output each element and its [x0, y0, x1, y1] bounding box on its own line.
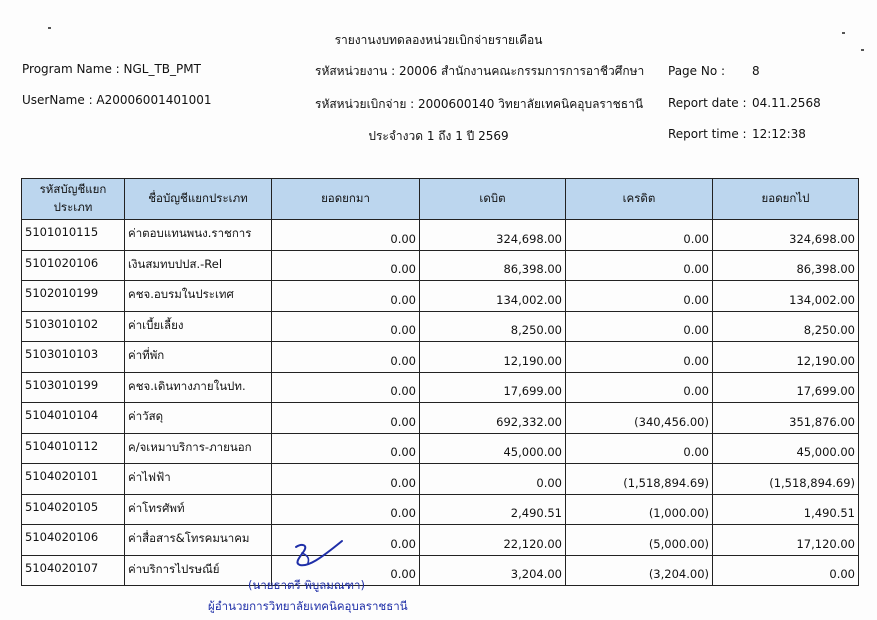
- closing-balance: 1,490.51: [713, 494, 859, 525]
- debit: 3,204.00: [420, 555, 566, 586]
- opening-balance: 0.00: [272, 372, 420, 403]
- table-row: [22, 281, 859, 312]
- debit: 8,250.00: [420, 311, 566, 342]
- account-code: 5103010103: [22, 342, 125, 373]
- closing-balance: 12,190.00: [713, 342, 859, 373]
- opening-balance: 0.00: [272, 494, 420, 525]
- closing-balance: 324,698.00: [713, 220, 859, 251]
- debit: 134,002.00: [420, 281, 566, 312]
- debit: 324,698.00: [420, 220, 566, 251]
- table-row: [22, 525, 859, 556]
- scan-speck: [48, 27, 51, 29]
- account-code: 5104010104: [22, 403, 125, 434]
- col-header-credit: เครดิต: [566, 179, 713, 220]
- table-header-row: [22, 179, 859, 220]
- scan-speck: [861, 49, 864, 51]
- table-row: [22, 555, 859, 586]
- debit: 17,699.00: [420, 372, 566, 403]
- program-name: Program Name : NGL_TB_PMT: [22, 62, 201, 76]
- table-row: [22, 311, 859, 342]
- account-code: 5104020107: [22, 555, 125, 586]
- closing-balance: 351,876.00: [713, 403, 859, 434]
- account-name: ค่าโทรศัพท์: [125, 494, 272, 525]
- debit: 45,000.00: [420, 433, 566, 464]
- account-code: 5101020106: [22, 250, 125, 281]
- account-code: 5104020105: [22, 494, 125, 525]
- account-name: เงินสมทบปปส.-Rel: [125, 250, 272, 281]
- credit: (340,456.00): [566, 403, 713, 434]
- account-code: 5103010199: [22, 372, 125, 403]
- closing-balance: 17,120.00: [713, 525, 859, 556]
- closing-balance: 0.00: [713, 555, 859, 586]
- account-name: ค่าที่พัก: [125, 342, 272, 373]
- report-time-label: Report time :: [668, 127, 747, 141]
- col-header-opening-balance: ยอดยกมา: [272, 179, 420, 220]
- opening-balance: 0.00: [272, 525, 420, 556]
- account-name: ค่าสื่อสาร&โทรคมนาคม: [125, 525, 272, 556]
- col-header-debit: เดบิต: [420, 179, 566, 220]
- account-name: ค่าเบี้ยเลี้ยง: [125, 311, 272, 342]
- account-code: 5104020101: [22, 464, 125, 495]
- table-row: [22, 220, 859, 251]
- table-row: [22, 403, 859, 434]
- credit: (1,518,894.69): [566, 464, 713, 495]
- closing-balance: 8,250.00: [713, 311, 859, 342]
- account-name: คชจ.เดินทางภายในปท.: [125, 372, 272, 403]
- report-time-value: 12:12:38: [752, 127, 806, 141]
- page-no-value: 8: [752, 64, 760, 78]
- credit: 0.00: [566, 220, 713, 251]
- col-header-account-code: รหัสบัญชีแยกประเภท: [22, 179, 125, 220]
- debit: 692,332.00: [420, 403, 566, 434]
- closing-balance: 134,002.00: [713, 281, 859, 312]
- account-name: คชจ.อบรมในประเทศ: [125, 281, 272, 312]
- debit: 2,490.51: [420, 494, 566, 525]
- credit: 0.00: [566, 311, 713, 342]
- account-code: 5102010199: [22, 281, 125, 312]
- table-row: [22, 372, 859, 403]
- table-row: [22, 494, 859, 525]
- closing-balance: (1,518,894.69): [713, 464, 859, 495]
- col-header-account-name: ชื่อบัญชีแยกประเภท: [125, 179, 272, 220]
- user-name: UserName : A20006001401001: [22, 93, 212, 107]
- credit: 0.00: [566, 281, 713, 312]
- opening-balance: 0.00: [272, 250, 420, 281]
- report-title: รายงานงบทดลองหน่วยเบิกจ่ายรายเดือน: [334, 33, 543, 47]
- report-date-value: 04.11.2568: [752, 96, 821, 110]
- report-date-label: Report date :: [668, 96, 747, 110]
- trial-balance-table: [21, 178, 859, 586]
- closing-balance: 86,398.00: [713, 250, 859, 281]
- signature-scribble-icon: [290, 537, 350, 577]
- account-code: 5104020106: [22, 525, 125, 556]
- opening-balance: 0.00: [272, 464, 420, 495]
- table-row: [22, 464, 859, 495]
- table-row: [22, 250, 859, 281]
- table-row: [22, 342, 859, 373]
- credit: (5,000.00): [566, 525, 713, 556]
- opening-balance: 0.00: [272, 555, 420, 586]
- debit: 12,190.00: [420, 342, 566, 373]
- account-name: ค่าบริการไปรษณีย์: [125, 555, 272, 586]
- debit: 22,120.00: [420, 525, 566, 556]
- table-row: [22, 433, 859, 464]
- credit: 0.00: [566, 250, 713, 281]
- account-code: 5101010115: [22, 220, 125, 251]
- opening-balance: 0.00: [272, 342, 420, 373]
- account-name: ค/จเหมาบริการ-ภายนอก: [125, 433, 272, 464]
- credit: 0.00: [566, 372, 713, 403]
- opening-balance: 0.00: [272, 220, 420, 251]
- opening-balance: 0.00: [272, 281, 420, 312]
- closing-balance: 45,000.00: [713, 433, 859, 464]
- disbursing-unit: รหัสหน่วยเบิกจ่าย : 2000600140 วิทยาลัยเทคนิคอุบลราชธานี: [315, 97, 644, 111]
- signatory-name: (นายธาตรี พิบูลมณฑา): [248, 578, 365, 592]
- opening-balance: 0.00: [272, 311, 420, 342]
- debit: 0.00: [420, 464, 566, 495]
- page-no-label: Page No :: [668, 64, 726, 78]
- opening-balance: 0.00: [272, 433, 420, 464]
- account-name: ค่าไฟฟ้า: [125, 464, 272, 495]
- credit: (3,204.00): [566, 555, 713, 586]
- opening-balance: 0.00: [272, 403, 420, 434]
- account-name: ค่าตอบแทนพนง.ราชการ: [125, 220, 272, 251]
- col-header-closing-balance: ยอดยกไป: [713, 179, 859, 220]
- credit: (1,000.00): [566, 494, 713, 525]
- account-code: 5104010112: [22, 433, 125, 464]
- credit: 0.00: [566, 433, 713, 464]
- account-name: ค่าวัสดุ: [125, 403, 272, 434]
- debit: 86,398.00: [420, 250, 566, 281]
- signatory-title: ผู้อำนวยการวิทยาลัยเทคนิคอุบลราชธานี: [208, 599, 408, 613]
- report-period: ประจำงวด 1 ถึง 1 ปี 2569: [368, 129, 509, 143]
- credit: 0.00: [566, 342, 713, 373]
- scan-speck: [842, 32, 845, 34]
- account-code: 5103010102: [22, 311, 125, 342]
- agency-code: รหัสหน่วยงาน : 20006 สำนักงานคณะกรรมการการอาชีวศึกษา: [315, 64, 645, 78]
- closing-balance: 17,699.00: [713, 372, 859, 403]
